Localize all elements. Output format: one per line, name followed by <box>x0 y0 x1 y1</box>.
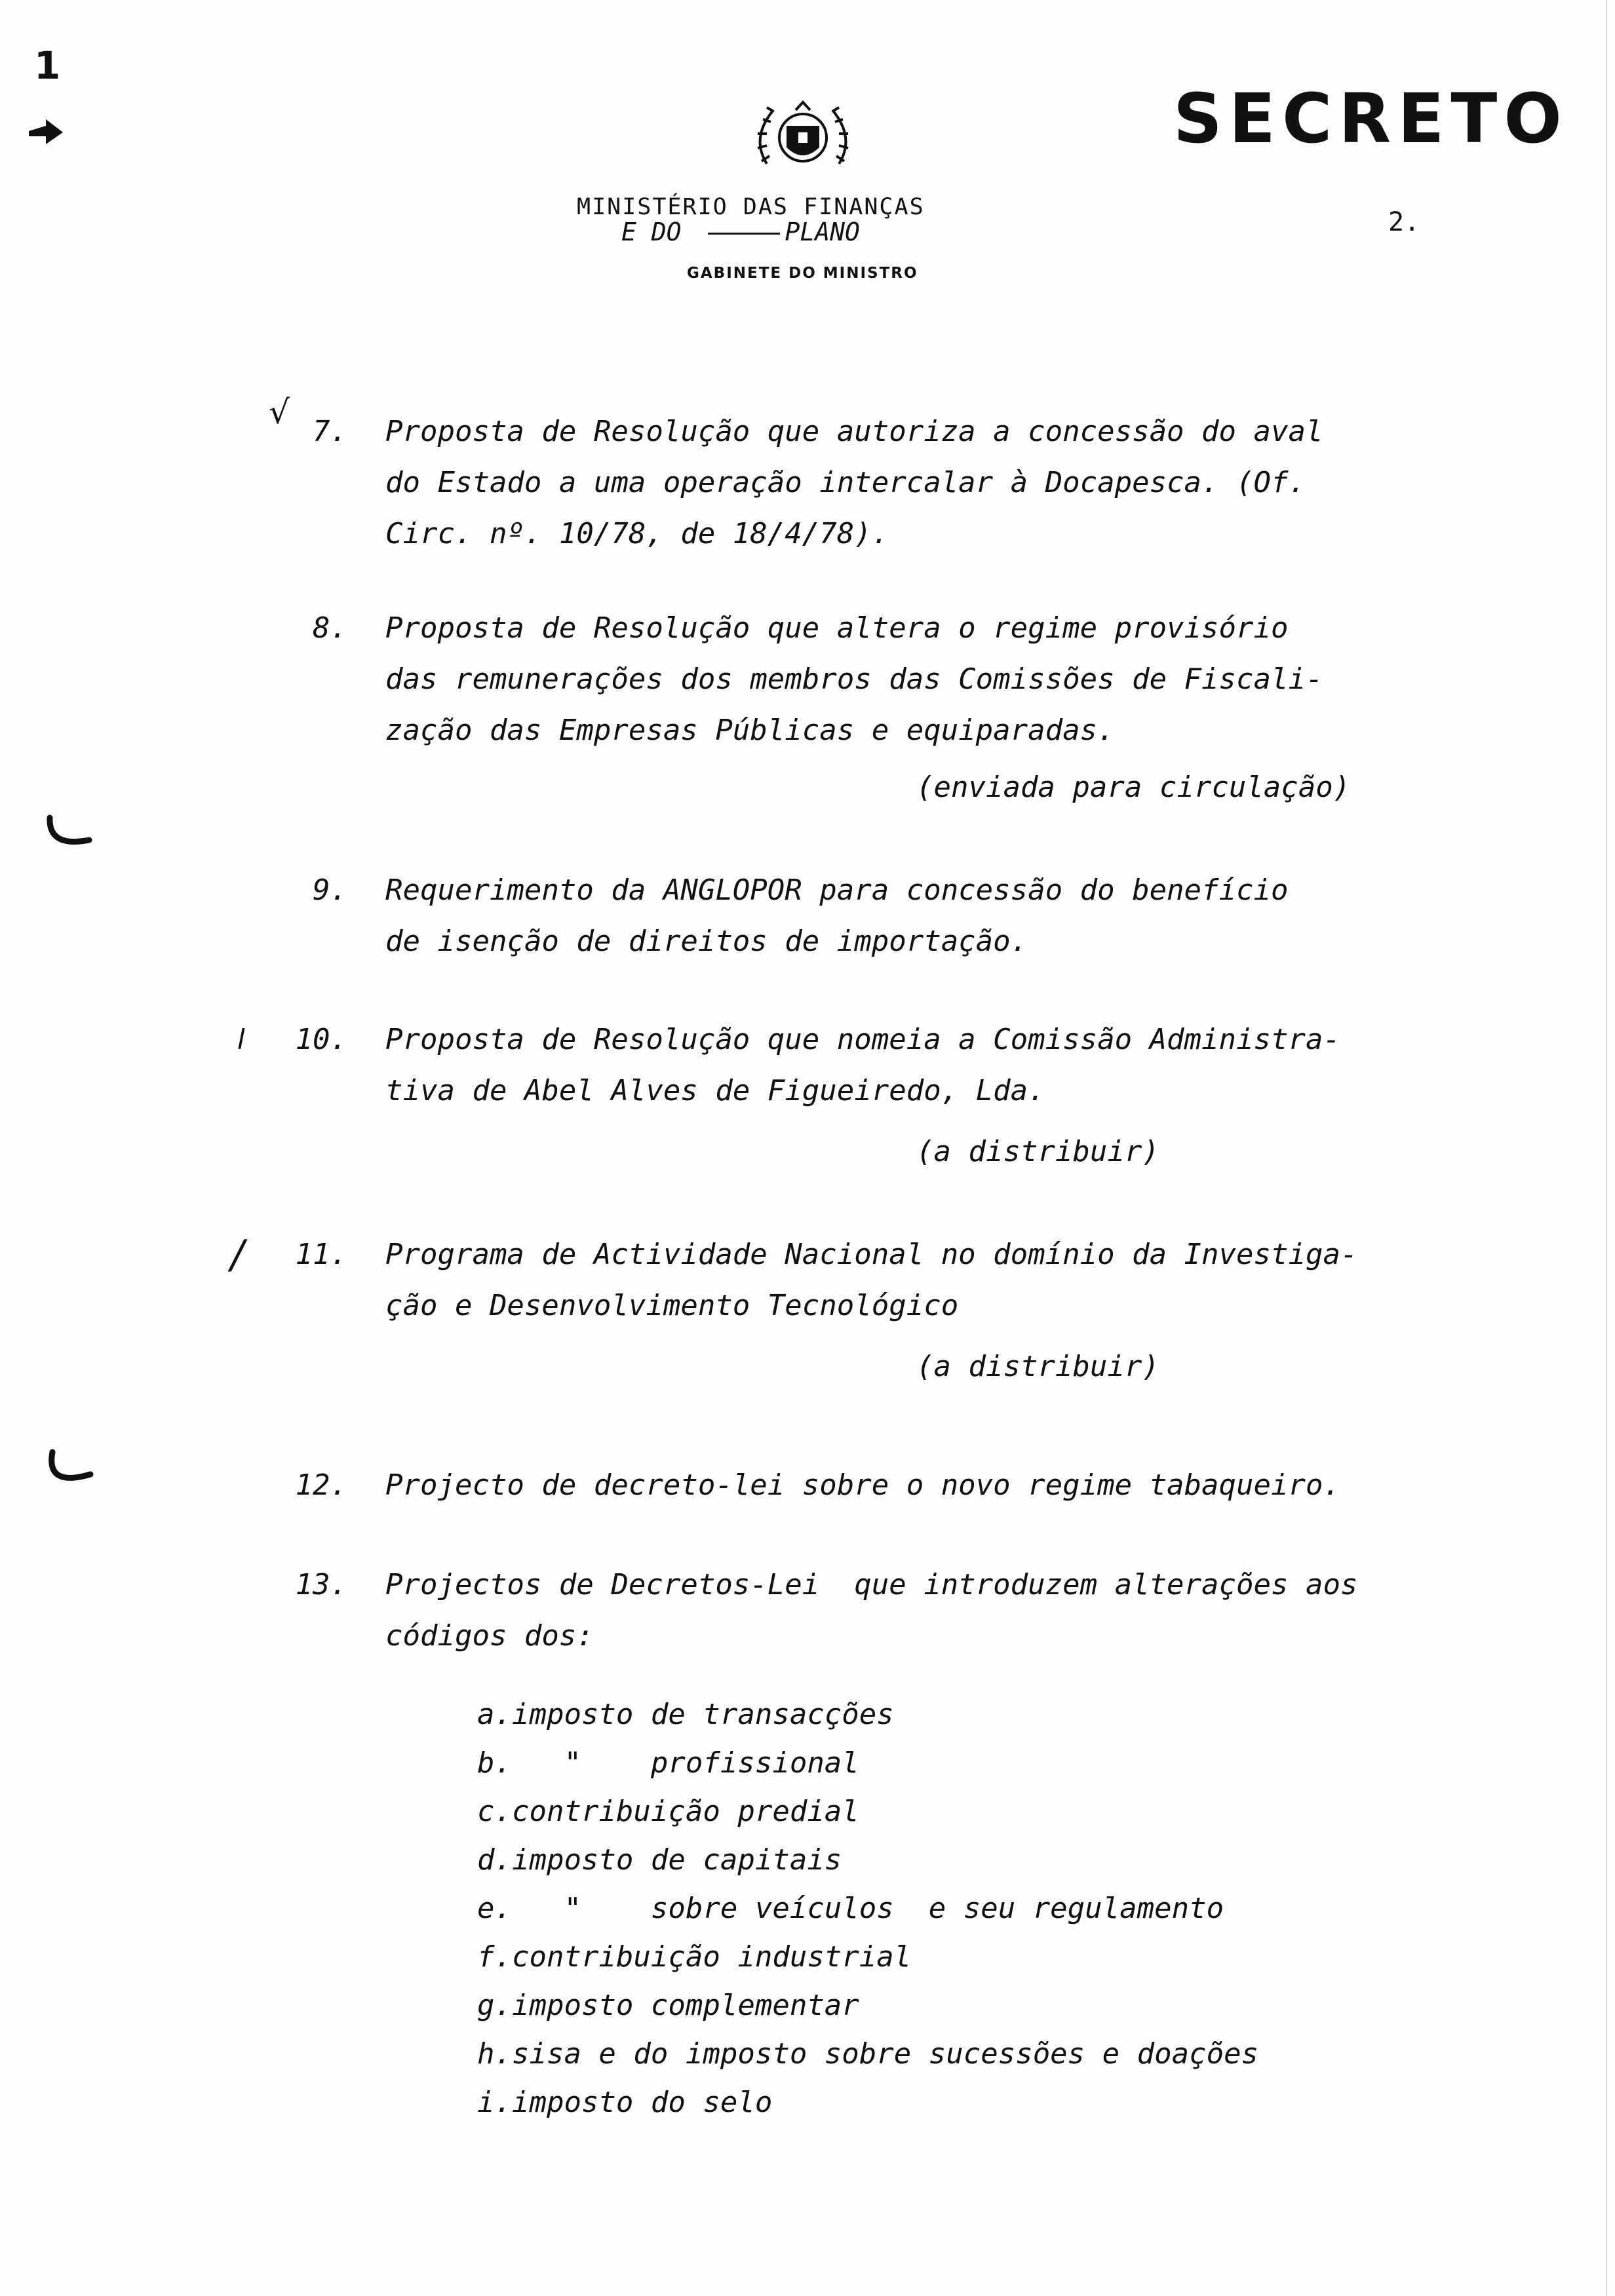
item-number: 8. <box>313 611 347 645</box>
tick-mark-item-10: l <box>237 1024 245 1056</box>
ministry-line2-right: PLANO <box>785 218 860 246</box>
item-number: 10. <box>295 1023 347 1056</box>
item-10-note: (a distribuir) <box>916 1135 1159 1168</box>
list-item: d.imposto de capitais <box>477 1843 842 1877</box>
page-edge-line <box>1606 0 1607 2296</box>
item-text: Requerimento da ANGLOPOR para concessão do benefício de isenção de direitos de importação. <box>385 873 1289 958</box>
item-text: Programa de Actividade Nacional no domínio da Investiga- ção e Desenvolvimento Tecnológico <box>385 1238 1358 1322</box>
page-number: 2. <box>1388 207 1420 237</box>
classification-stamp: SECRETO <box>1173 79 1568 159</box>
list-item: g.imposto complementar <box>477 1989 859 2022</box>
item-number: 9. <box>313 873 347 907</box>
item-number: 7. <box>313 415 347 448</box>
item-11-note: (a distribuir) <box>916 1350 1159 1383</box>
list-item: a.imposto de transacções <box>477 1698 894 1731</box>
item-text: Proposta de Resolução que nomeia a Comissão Administra- tiva de Abel Alves de Figueiredo, Lda. <box>385 1023 1340 1107</box>
item-number: 12. <box>295 1468 347 1502</box>
list-item: e. " sobre veículos e seu regulamento <box>477 1892 1224 1925</box>
item-text: Projecto de decreto-lei sobre o novo regime tabaqueiro. <box>385 1468 1340 1502</box>
list-item: h.sisa e do imposto sobre sucessões e doações <box>477 2037 1259 2071</box>
item-text: Proposta de Resolução que altera o regime provisório das remunerações dos membros das Comissões de Fiscali- zação das Empresas Públicas e equiparadas. <box>385 611 1323 747</box>
list-item: f.contribuição industrial <box>477 1940 912 1974</box>
cabinet-name: GABINETE DO MINISTRO <box>687 265 918 282</box>
item-text: Projectos de Decretos-Lei que introduzem alterações aos códigos dos: <box>385 1568 1358 1653</box>
ministry-name-line2 <box>621 218 860 246</box>
item-text: Proposta de Resolução que autoriza a concessão do aval do Estado a uma operação intercalar à Docapesca. (Of. Circ. nº. 10/78, de 18/4/78). <box>385 415 1323 550</box>
item-number: 11. <box>295 1238 347 1271</box>
item-number: 13. <box>295 1568 347 1601</box>
ministry-name: MINISTÉRIO DAS FINANÇAS <box>577 194 925 220</box>
slash-mark-item-11: / <box>231 1232 244 1278</box>
arrow-mark-icon <box>26 117 66 149</box>
coat-of-arms-emblem-icon <box>747 98 859 177</box>
list-item: c.contribuição predial <box>477 1795 859 1828</box>
tax-codes-list <box>477 1691 1258 2127</box>
punch-hole-mark-lower <box>43 1448 96 1494</box>
punch-hole-mark-upper <box>43 813 96 858</box>
checkmark-item-7: √ <box>269 393 290 431</box>
list-item: b. " profissional <box>477 1746 859 1780</box>
margin-mark-top-corner: 1 <box>34 43 61 88</box>
blank-line <box>708 233 780 235</box>
item-8-note: (enviada para circulação) <box>916 771 1351 804</box>
list-item: i.imposto do selo <box>477 2086 773 2119</box>
ministry-line2-left: E DO <box>621 218 682 246</box>
